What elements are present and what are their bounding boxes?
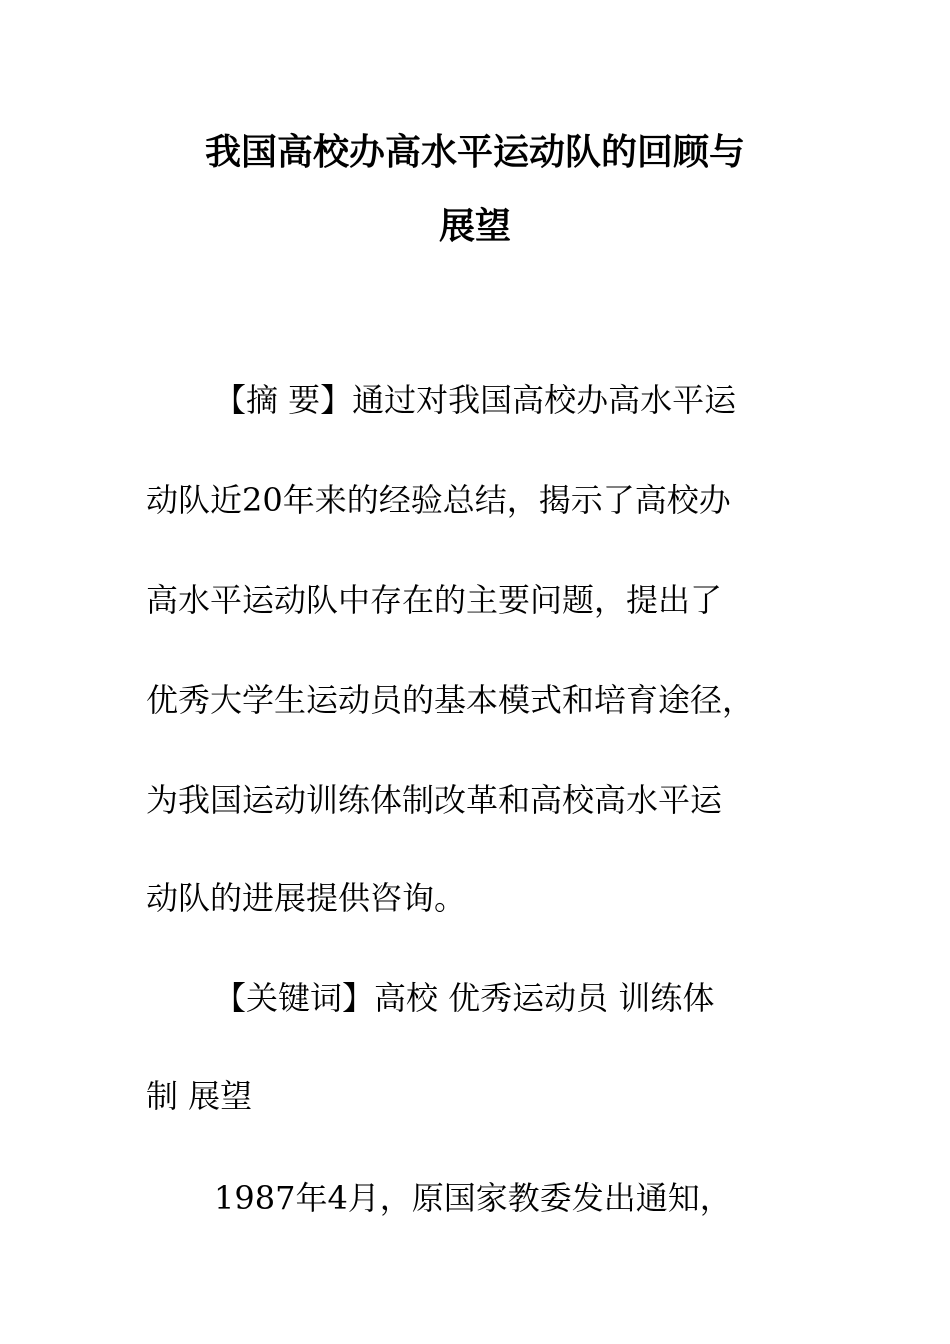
body-paragraph-line: 1987年4月，原国家教委发出通知， bbox=[214, 1179, 732, 1217]
abstract-line: 动队的进展提供咨询。 bbox=[146, 879, 467, 917]
document-title-line-2: 展望 bbox=[438, 205, 511, 247]
abstract-line: 动队近20年来的经验总结，揭示了高校办 bbox=[146, 481, 731, 519]
keywords-line: 【关键词】高校 优秀运动员 训练体 bbox=[214, 979, 715, 1017]
document-title-line-1: 我国高校办高水平运动队的回顾与 bbox=[204, 131, 745, 173]
keywords-line: 制 展望 bbox=[146, 1077, 253, 1115]
abstract-line: 高水平运动队中存在的主要问题，提出了 bbox=[146, 581, 723, 619]
abstract-line: 优秀大学生运动员的基本模式和培育途径， bbox=[146, 681, 755, 719]
abstract-line: 为我国运动训练体制改革和高校高水平运 bbox=[146, 781, 723, 819]
abstract-line: 【摘 要】通过对我国高校办高水平运 bbox=[214, 381, 737, 419]
